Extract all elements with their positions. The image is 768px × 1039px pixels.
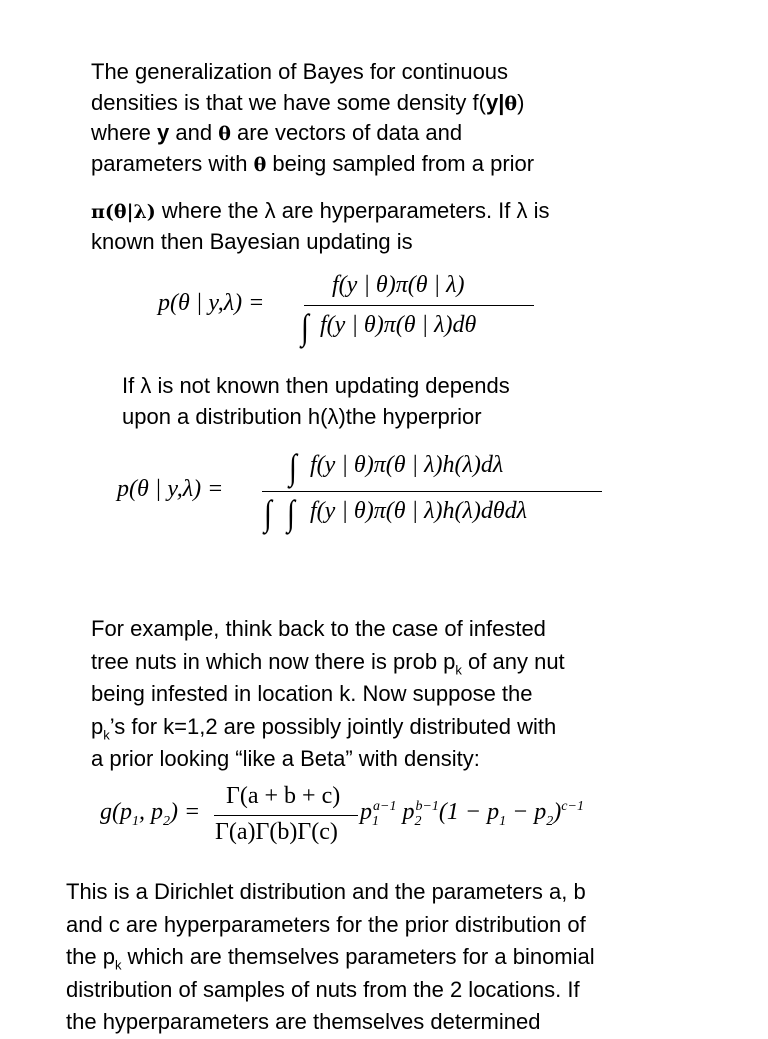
text: known then Bayesian updating is xyxy=(91,228,413,254)
text-line xyxy=(91,196,550,227)
equation-denominator: f(y | θ)π(θ | λ)h(λ)dθdλ xyxy=(310,498,528,524)
text: where xyxy=(91,120,158,145)
bold-theta: θ xyxy=(504,92,518,115)
text: tree nuts in which now there is prob p xyxy=(91,648,456,674)
equation-numerator: Γ(a + b + c) xyxy=(226,783,341,809)
text: If λ is not known then updating depends xyxy=(122,373,510,398)
fraction-bar xyxy=(262,491,602,492)
text-line xyxy=(122,402,510,433)
text: which are themselves parameters for a binomial xyxy=(121,944,595,969)
text-line xyxy=(66,941,595,974)
bold-theta: θ xyxy=(253,153,267,176)
equation-lhs: $g(p_1$, $p_2$) = xyxy=(100,799,201,829)
text-line xyxy=(91,743,565,776)
text-line xyxy=(91,613,565,646)
equation-lhs: p(θ | y,λ) = xyxy=(117,476,224,502)
fraction-bar xyxy=(304,305,534,306)
text-line xyxy=(91,678,565,711)
text: are vectors of data and xyxy=(230,120,463,145)
text: This is a Dirichlet distribution and the parameters a, b xyxy=(66,879,586,904)
text: parameters with xyxy=(91,150,254,176)
equation-terms: $p_1^{a-1}$ $p_2^{b-1}(1 - p_1 - p_2)^{c-1}$ xyxy=(360,799,584,829)
text: the hyperparameters are themselves determined xyxy=(66,1009,541,1034)
text-line xyxy=(122,371,510,402)
text: the p xyxy=(66,944,115,969)
integral-sign: ∫ xyxy=(286,493,295,533)
text: being infested in location k. Now suppose the xyxy=(91,681,533,706)
equation-denominator: f(y | θ)π(θ | λ)dθ xyxy=(320,312,477,338)
text: densities is that we have some density f( xyxy=(91,89,486,115)
paragraph-hyperprior xyxy=(122,371,510,432)
text: and xyxy=(169,120,219,145)
text: ) xyxy=(517,89,525,115)
fraction-bar xyxy=(214,815,358,816)
subscript-k: k xyxy=(103,726,110,742)
text: of any nut xyxy=(461,648,565,674)
text-line xyxy=(66,909,595,942)
text: and c are hyperparameters for the prior distribution of xyxy=(66,911,586,937)
text-line xyxy=(91,227,550,258)
bold-theta: θ xyxy=(218,123,231,145)
bold-prior: π(θ|λ) xyxy=(91,201,156,223)
text: a prior looking “like a Beta” with density: xyxy=(91,746,480,771)
paragraph-example xyxy=(91,613,565,776)
text-line xyxy=(91,88,534,119)
paragraph-dirichlet xyxy=(66,876,595,1039)
bold-y: y xyxy=(485,89,499,115)
text: p xyxy=(91,713,104,739)
text-line xyxy=(91,149,534,180)
equation-denominator: Γ(a)Γ(b)Γ(c) xyxy=(215,819,338,845)
equation-lhs: p(θ | y,λ) = xyxy=(158,290,265,316)
integral-sign: ∫ xyxy=(263,493,272,533)
text-line xyxy=(91,57,534,88)
bold-bar: | xyxy=(498,89,505,115)
text: The generalization of Bayes for continuous xyxy=(91,59,509,84)
subscript-k: k xyxy=(114,957,122,973)
paragraph-bayes-generalization xyxy=(91,57,534,179)
bold-y: y xyxy=(157,120,170,145)
text-line xyxy=(91,711,565,744)
text: upon a distribution h(λ)the hyperprior xyxy=(122,403,482,429)
text: being sampled from a prior xyxy=(266,150,535,176)
text: For example, think back to the case of infested xyxy=(91,616,546,641)
subscript-k: k xyxy=(455,661,462,677)
integral-sign: ∫ xyxy=(300,307,309,347)
text: ’s for k=1,2 are possibly jointly distributed with xyxy=(109,713,557,739)
equation-numerator: f(y | θ)π(θ | λ) xyxy=(332,272,465,298)
paragraph-hyperparameters xyxy=(91,196,550,257)
text-line xyxy=(66,876,595,909)
text-line xyxy=(66,974,595,1007)
text-line xyxy=(91,118,534,149)
integral-sign: ∫ xyxy=(288,447,297,487)
equation-numerator: f(y | θ)π(θ | λ)h(λ)dλ xyxy=(310,452,504,478)
text: distribution of samples of nuts from the 2 locations. If xyxy=(66,976,580,1002)
text: where the λ are hyperparameters. If λ is xyxy=(155,198,550,223)
text-line xyxy=(91,646,565,679)
text-line xyxy=(66,1006,595,1039)
